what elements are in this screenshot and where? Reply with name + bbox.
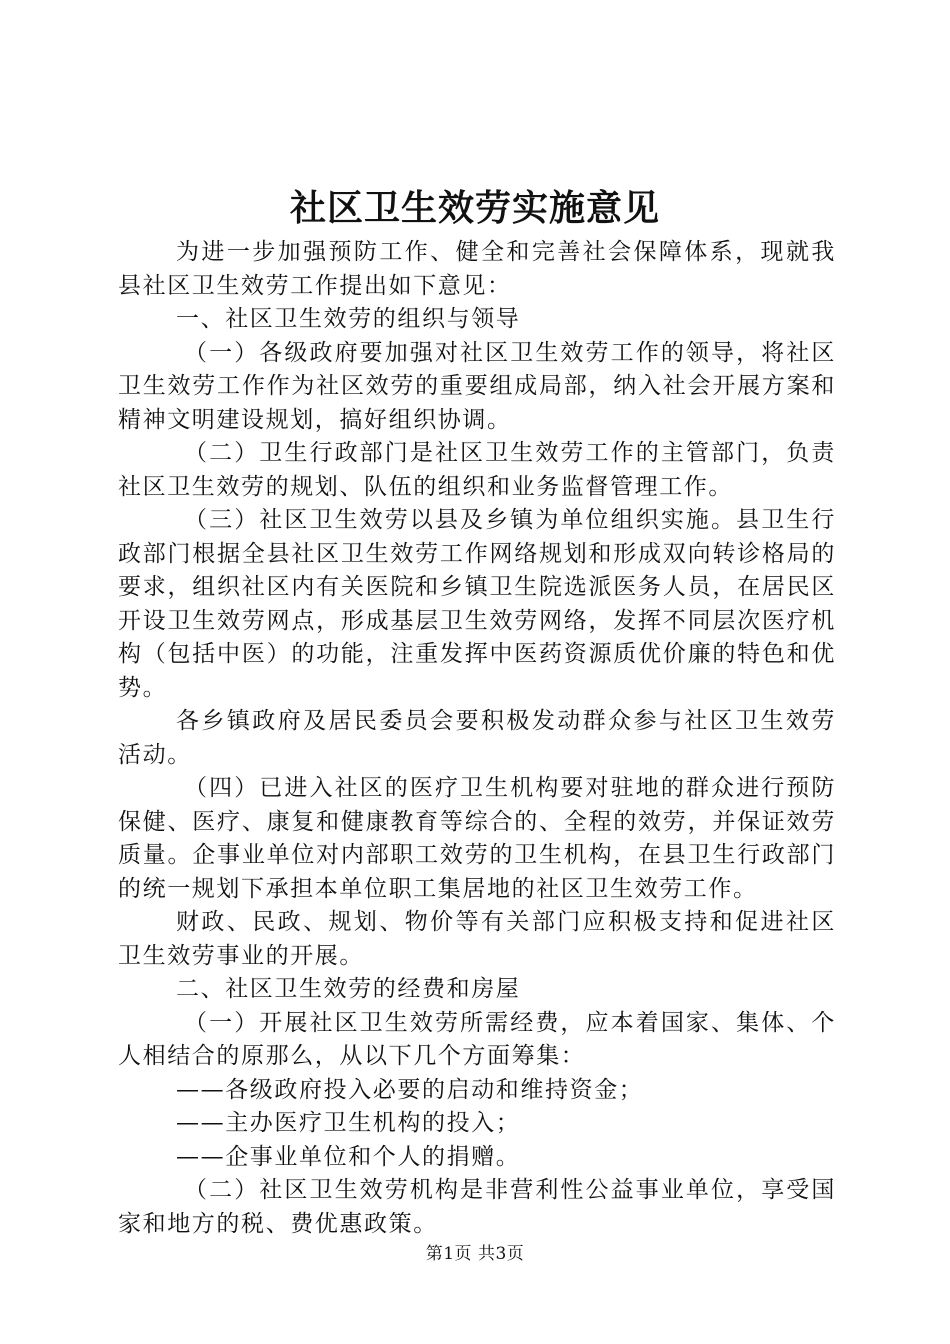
section-heading-2: 二、社区卫生效劳的经费和房屋	[176, 976, 521, 1002]
paragraph-2-2: （二）社区卫生效劳机构是非营利性公益事业单位，享受国家和地方的税、费优惠政策。	[118, 1177, 836, 1237]
funding-item-2: ——主办医疗卫生机构的投入；	[176, 1110, 521, 1136]
paragraph-1-1: （一）各级政府要加强对社区卫生效劳工作的领导，将社区卫生效劳工作作为社区效劳的重要组成局部，纳入社会开展方案和精神文明建设规划，搞好组织协调。	[118, 339, 836, 433]
section-heading-1: 一、社区卫生效劳的组织与领导	[176, 306, 521, 332]
intro-paragraph: 为进一步加强预防工作、健全和完善社会保障体系，现就我县社区卫生效劳工作提出如下意见：	[118, 239, 836, 299]
paragraph-1-4-note: 财政、民政、规划、物价等有关部门应积极支持和促进社区卫生效劳事业的开展。	[118, 909, 836, 969]
paragraph-2-1: （一）开展社区卫生效劳所需经费，应本着国家、集体、个人相结合的原那么，从以下几个方面筹集：	[118, 1009, 836, 1069]
funding-item-1: ——各级政府投入必要的启动和维持资金；	[176, 1076, 644, 1103]
document-body	[118, 236, 836, 1241]
page-footer: 第1页 共3页	[425, 1244, 525, 1264]
paragraph-1-2: （二）卫生行政部门是社区卫生效劳工作的主管部门，负责社区卫生效劳的规划、队伍的组织和业务监督管理工作。	[118, 440, 836, 500]
paragraph-1-3: （三）社区卫生效劳以县及乡镇为单位组织实施。县卫生行政部门根据全县社区卫生效劳工作网络规划和形成双向转诊格局的要求，组织社区内有关医院和乡镇卫生院选派医务人员，在居民区开设卫生效劳网点，形成基层卫生效劳网络，发挥不同层次医疗机构（包括中医）的功能，注重发挥中医药资源质优价廉的特色和优势。	[118, 507, 836, 701]
paragraph-1-4: （四）已进入社区的医疗卫生机构要对驻地的群众进行预防保健、医疗、康复和健康教育等综合的、全程的效劳，并保证效劳质量。企事业单位对内部职工效劳的卫生机构，在县卫生行政部门的统一规划下承担本单位职工集居地的社区卫生效劳工作。	[118, 775, 836, 902]
funding-item-3: ——企事业单位和个人的捐赠。	[176, 1143, 521, 1170]
document-title: 社区卫生效劳实施意见	[289, 187, 660, 229]
paragraph-1-3-note: 各乡镇政府及居民委员会要积极发动群众参与社区卫生效劳活动。	[118, 708, 836, 768]
